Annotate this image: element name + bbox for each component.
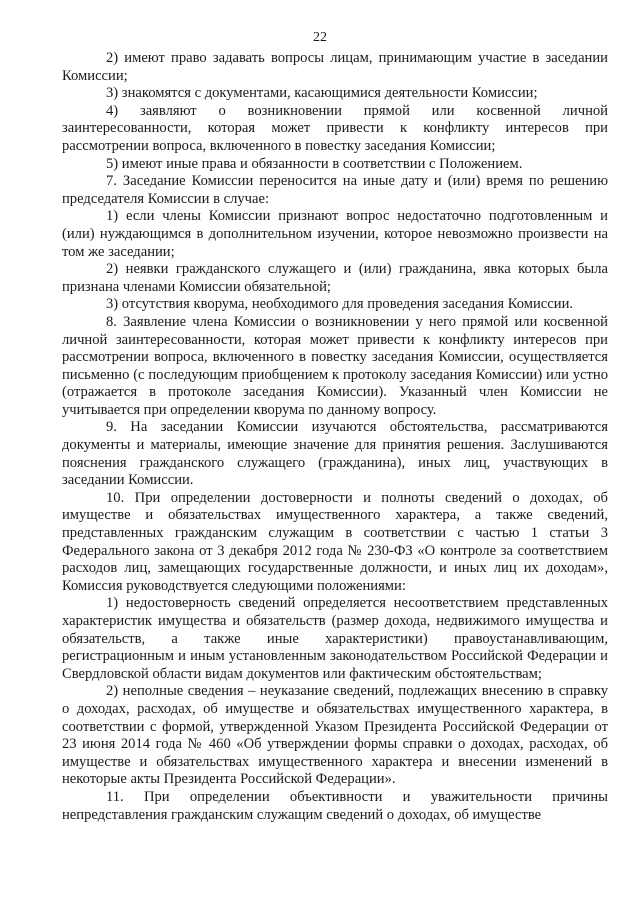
paragraph: 1) если члены Комиссии признают вопрос недостаточно подготовленным и (или) нуждающимся в дополнительном изучении, которое невозможно произвести на том же заседании; <box>62 208 608 260</box>
paragraph: 3) знакомятся с документами, касающимися деятельности Комиссии; <box>106 85 538 102</box>
paragraph: 3) отсутствия кворума, необходимого для проведения заседания Комиссии. <box>106 296 574 313</box>
paragraph: 7. Заседание Комиссии переносится на иные дату и (или) время по решению председателя Комиссии в случае: <box>62 173 608 207</box>
paragraph: 2) неполные сведения – неуказание сведений, подлежащих внесению в справку о доходах, расходах, об имуществе и обязательствах имущественного характера, в соответствии с формой, утвержденной Указом Президента Российской Федерации от 23 июня 2014 года № 460 «Об утверждении формы справки о доходах, расходах, об имуществе и обязательствах имущественного характера и внесении изменений в некоторые акты Президента Российской Федерации». <box>62 683 608 788</box>
page-number: 22 <box>313 30 327 45</box>
paragraph: 2) имеют право задавать вопросы лицам, принимающим участие в заседании Комиссии; <box>62 50 608 84</box>
paragraph: 10. При определении достоверности и полноты сведений о доходах, об имуществе и обязательствах имущественного характера, а также сведений, представленных гражданским служащим в соответствии с частью 1 статьи 3 Федерального закона от 3 декабря 2012 года № 230-ФЗ «О контроле за соответствием расходов лиц, замещающих государственные должности, и иных лиц их доходам», Комиссия руководствуется следующими положениями: <box>62 489 608 594</box>
document-body <box>62 50 608 824</box>
paragraph: 2) неявки гражданского служащего и (или) гражданина, явка которых была признана членами Комиссии обязательной; <box>62 261 608 295</box>
paragraph: 11. При определении объективности и уважительности причины непредставления гражданским служащим сведений о доходах, об имуществе <box>62 788 608 823</box>
paragraph: 4) заявляют о возникновении прямой или косвенной личной заинтересованности, которая может привести к конфликту интересов при рассмотрении вопроса, включенного в повестку заседания Комиссии; <box>62 102 608 154</box>
paragraph: 8. Заявление члена Комиссии о возникновении у него прямой или косвенной личной заинтересованности, которая может привести к конфликту интересов при рассмотрении вопроса, включенного в повестку заседания Комиссии, осуществляется письменно (с последующим приобщением к протоколу заседания Комиссии) или устно (отражается в протоколе заседания Комиссии). Указанный член Комиссии не учитывается при определении кворума по данному вопросу. <box>62 313 608 418</box>
paragraph: 5) имеют иные права и обязанности в соответствии с Положением. <box>106 155 523 172</box>
paragraph: 9. На заседании Комиссии изучаются обстоятельства, рассматриваются документы и материалы, имеющие значение для принятия решения. Заслушиваются пояснения гражданского служащего (гражданина), иных лиц, участвующих в заседании Комиссии. <box>62 419 608 489</box>
paragraph: 1) недостоверность сведений определяется несоответствием представленных характеристик имущества и обязательств (размер дохода, недвижимого имущества и обязательств, а также иные характеристики) правоустанавливающим, регистрационным и иным установленным законодательством Российской Федерации и Свердловской области видам документов или фактическим обстоятельствам; <box>62 595 608 682</box>
